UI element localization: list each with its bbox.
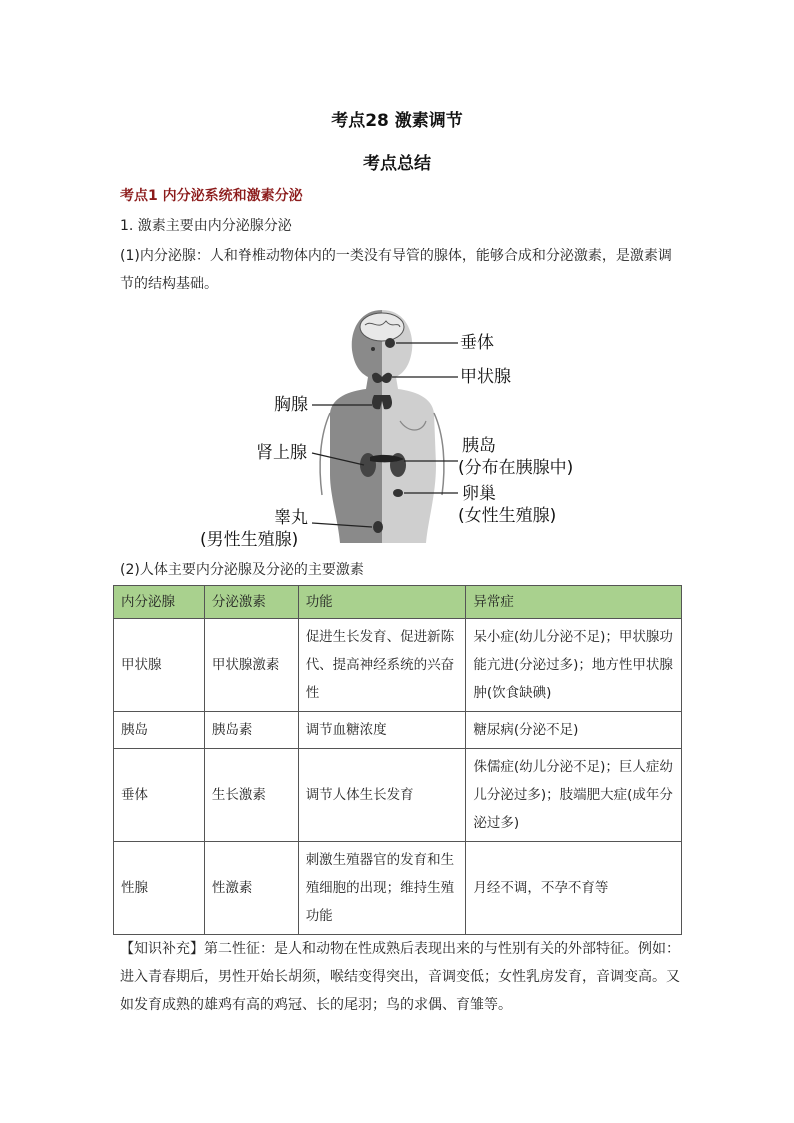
table-cell: 性腺 (114, 842, 205, 935)
header-disorder: 异常症 (466, 586, 682, 619)
table-cell: 甲状腺 (114, 619, 205, 712)
table-cell: 胰岛素 (204, 712, 298, 749)
label-testis-note: (男性生殖腺) (200, 530, 299, 550)
page-title: 考点28 激素调节 (331, 111, 463, 131)
header-hormone: 分泌激素 (204, 586, 298, 619)
point-1-1: (1)内分泌腺：人和脊椎动物体内的一类没有导管的腺体，能够合成和分泌激素，是激素调节的结构基础。 (120, 248, 672, 292)
table-cell: 呆小症(幼儿分泌不足)；甲状腺功能亢进(分泌过多)；地方性甲状腺肿(饮食缺碘) (466, 619, 682, 712)
table-cell: 月经不调，不孕不育等 (466, 842, 682, 935)
table-row (114, 842, 682, 935)
table-cell: 生长激素 (204, 749, 298, 842)
endocrine-figure (200, 305, 600, 550)
header-gland: 内分泌腺 (114, 586, 205, 619)
table-cell: 调节人体生长发育 (298, 749, 466, 842)
label-thymus: 胸腺 (274, 395, 308, 415)
table-cell: 糖尿病(分泌不足) (466, 712, 682, 749)
point-1-2: (2)人体主要内分泌腺及分泌的主要激素 (120, 562, 364, 578)
table-row (114, 749, 682, 842)
table-cell: 刺激生殖器官的发育和生殖细胞的出现；维持生殖功能 (298, 842, 466, 935)
label-thyroid: 甲状腺 (460, 367, 511, 387)
hormone-table (113, 585, 682, 935)
table-header-row (114, 586, 682, 619)
table-cell: 甲状腺激素 (204, 619, 298, 712)
label-ovary: 卵巢 (462, 484, 496, 504)
header-function: 功能 (298, 586, 466, 619)
point-1: 1. 激素主要由内分泌腺分泌 (120, 218, 292, 234)
table-row (114, 712, 682, 749)
label-pituitary: 垂体 (460, 333, 494, 353)
label-islet-note: (分布在胰腺中) (458, 458, 574, 478)
label-testis: 睾丸 (274, 508, 308, 528)
table-cell: 胰岛 (114, 712, 205, 749)
table-cell: 侏儒症(幼儿分泌不足)；巨人症幼儿分泌过多)；肢端肥大症(成年分泌过多) (466, 749, 682, 842)
label-ovary-note: (女性生殖腺) (458, 506, 557, 526)
endocrine-body-illustration (200, 305, 600, 550)
table-cell: 促进生长发育、促进新陈代、提高神经系统的兴奋性 (298, 619, 466, 712)
table-cell: 调节血糖浓度 (298, 712, 466, 749)
label-adrenal: 肾上腺 (256, 443, 307, 463)
page-subtitle: 考点总结 (363, 154, 431, 174)
knowledge-supplement: 【知识补充】第二性征：是人和动物在性成熟后表现出来的与性别有关的外部特征。例如：进入青春期后，男性开始长胡须，喉结变得突出，音调变低；女性乳房发育，音调变高。又如发育成熟的雄鸡有高的鸡冠、长的尾羽；鸟的求偶、育雏等。 (120, 941, 680, 1013)
table-cell: 性激素 (204, 842, 298, 935)
label-islet: 胰岛 (462, 436, 496, 456)
table-row (114, 619, 682, 712)
section-heading: 考点1 内分泌系统和激素分泌 (120, 188, 303, 204)
table-cell: 垂体 (114, 749, 205, 842)
